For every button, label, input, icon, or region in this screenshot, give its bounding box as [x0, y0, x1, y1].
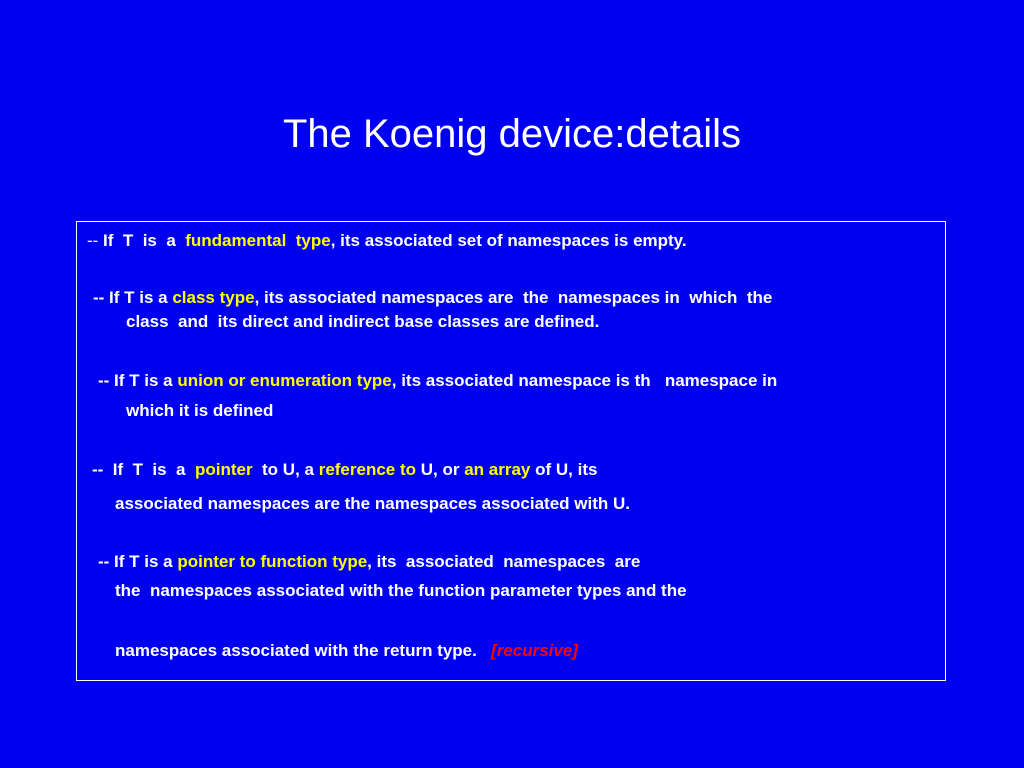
bullet-1-line [87, 231, 687, 251]
bullet-2-highlight: class type [172, 288, 255, 307]
bullet-3-text-post: , its associated namespace is th namespace in [391, 371, 778, 390]
bullet-2-line [93, 288, 772, 308]
bullet-1-dash: -- [87, 231, 104, 250]
bullet-4-text-post: of U, its [530, 460, 598, 479]
bullet-2-continuation: class and its direct and indirect base classes are defined. [126, 312, 600, 331]
bullet-1-text-pre: If T is a [103, 231, 186, 250]
bullet-1-highlight: fundamental type [185, 231, 331, 250]
bullet-2-text-pre: -- If T is a [93, 288, 173, 307]
bullet-4-continuation: associated namespaces are the namespaces associated with U. [115, 494, 630, 513]
bullet-4-highlight-array: an array [464, 460, 531, 479]
bullet-3-text-pre: -- If T is a [98, 371, 178, 390]
bullet-3-line [98, 371, 777, 391]
bullet-5-text-pre: -- If T is a [98, 552, 178, 571]
bullet-5-continuation-1: the namespaces associated with the function parameter types and the [115, 581, 687, 600]
bullet-5-text-post: , its associated namespaces are [367, 552, 641, 571]
bullet-4-text-mid2: U, or [416, 460, 465, 479]
bullet-3-continuation: which it is defined [126, 401, 274, 420]
bullet-5-line [98, 552, 640, 572]
bullet-4-line [92, 460, 597, 480]
slide-title: The Koenig device:details [282, 112, 742, 156]
bullet-4-text-pre: -- If T is a [92, 460, 195, 479]
bullet-1-text-post: , its associated set of namespaces is empty. [330, 231, 687, 250]
bullet-5-continuation-2-text: namespaces associated with the return type. [115, 641, 492, 660]
bullet-4-highlight-reference: reference to [318, 460, 417, 479]
bullet-4-text-mid1: to U, a [252, 460, 319, 479]
bullet-5-continuation-2 [115, 641, 578, 661]
bullet-4-highlight-pointer: pointer [194, 460, 253, 479]
recursive-tag: [recursive] [491, 641, 578, 660]
bullet-2-text-post: , its associated namespaces are the namespaces in which the [254, 288, 773, 307]
bullet-5-highlight: pointer to function type [177, 552, 368, 571]
bullet-3-highlight: union or enumeration type [177, 371, 392, 390]
